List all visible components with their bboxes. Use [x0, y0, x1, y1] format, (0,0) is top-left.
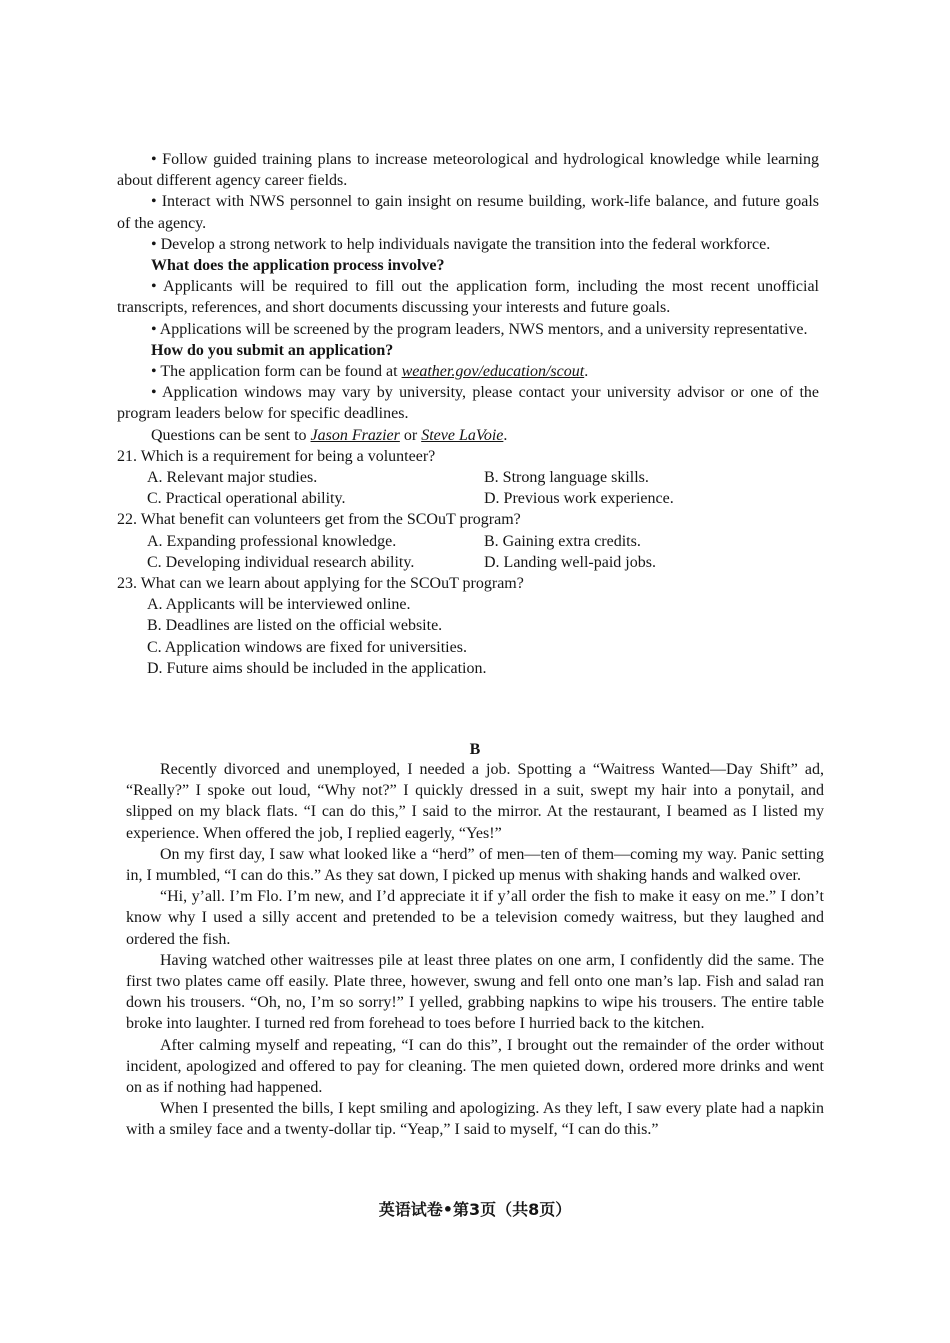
option-a: A. Relevant major studies.: [147, 469, 318, 487]
heading-submit: How do you submit an application?: [151, 341, 394, 359]
bullet-interact: • Interact with NWS personnel to gain insight on resume building, work-life balance, and future goals of the agency.: [117, 193, 819, 232]
option-c: C. Developing individual research ability.: [147, 553, 415, 571]
bullet-network: • Develop a strong network to help individuals navigate the transition into the federal workforce.: [151, 235, 771, 253]
paragraph: On my first day, I saw what looked like a “herd” of men—ten of them—coming my way. Panic setting in, I mumbled, “I can do this.” As they sat down, I picked up menus with shaking hands and walked over.: [126, 845, 824, 885]
options-21: [117, 467, 819, 509]
option-d: D. Previous work experience.: [484, 490, 674, 508]
question-21: 21. Which is a requirement for being a volunteer?: [117, 447, 436, 465]
bullet-training: • Follow guided training plans to increase meteorological and hydrological knowledge while learning about different agency career fields.: [117, 151, 819, 190]
paragraph: “Hi, y’all. I’m Flo. I’m new, and I’d appreciate it if y’all order the fish to make it easy on me.” I don’t know why I used a silly accent and pretended to be a television comedy waitress, but they laughed and ordered the fish.: [126, 888, 824, 948]
option-c: C. Practical operational ability.: [147, 490, 346, 508]
paragraph: Having watched other waitresses pile at least three plates on one arm, I confidently did the same. The first two plates came off easily. Plate three, however, swung and fell onto one man’s lap. Fish and salad ran down his trousers. “Oh, no, I’m so sorry!” I yelled, grabbing napkins to wipe his trousers. The entire table broke into laughter. I turned red from forehead to toes before I hurried back to the kitchen.: [126, 951, 824, 1033]
section-b-title: B: [469, 741, 481, 758]
options-23: [117, 594, 819, 679]
jason-frazier-link[interactable]: Jason Frazier: [310, 426, 400, 444]
bullet-windows: • Application windows may vary by university, please contact your university advisor or one of the program leaders below for specific deadlines.: [117, 384, 819, 423]
option-b: B. Deadlines are listed on the official website.: [147, 617, 443, 635]
bullet-form-location: [117, 361, 819, 382]
questions-contact: [117, 425, 819, 446]
question-23: 23. What can we learn about applying for the SCOuT program?: [117, 575, 524, 593]
option-d: D. Future aims should be included in the application.: [147, 659, 487, 677]
scout-link[interactable]: weather.gov/education/scout: [401, 363, 585, 381]
text: or: [399, 426, 422, 444]
bullet-application-form: • Applicants will be required to fill out the application form, including the most recent unofficial transcripts, references, and short documents discussing your interests and future goals.: [117, 278, 819, 317]
text: • The application form can be found at: [151, 363, 402, 381]
option-c: C. Application windows are fixed for universities.: [147, 638, 467, 656]
passage-b: [126, 741, 824, 1141]
option-a: A. Expanding professional knowledge.: [147, 532, 397, 550]
question-22: 22. What benefit can volunteers get from the SCOuT program?: [117, 511, 521, 529]
text: Questions can be sent to: [151, 426, 311, 444]
page-footer: 英语试卷•第3页（共8页）: [378, 1200, 572, 1219]
paragraph: After calming myself and repeating, “I can do this”, I brought out the remainder of the order without incident, apologized and offered to pay for cleaning. The men quieted down, ordered more drinks and went on as if nothing had happened.: [126, 1036, 824, 1097]
text: .: [503, 426, 508, 444]
option-a: A. Applicants will be interviewed online.: [147, 596, 411, 614]
bullet-screening: • Applications will be screened by the program leaders, NWS mentors, and a university representative.: [151, 320, 808, 338]
text: .: [584, 363, 589, 381]
heading-application-process: What does the application process involve?: [151, 257, 445, 275]
option-b: B. Strong language skills.: [484, 469, 649, 487]
option-b: B. Gaining extra credits.: [484, 532, 641, 550]
options-22: [117, 531, 819, 573]
passage-a-continuation: [117, 149, 819, 679]
paragraph: When I presented the bills, I kept smiling and apologizing. As they left, I saw every plate had a napkin with a smiley face and a twenty-dollar tip. “Yeap,” I said to myself, “I can do this.”: [126, 1100, 824, 1139]
option-d: D. Landing well-paid jobs.: [484, 553, 656, 571]
paragraph: Recently divorced and unemployed, I needed a job. Spotting a “Waitress Wanted—Day Shift” ad, “Really?” I spoke out loud, “Why not?” I quickly dressed in a suit, swept my hair into a ponytail, and slipped on my black flats. “I can do this,” I said to the mirror. At the restaurant, I beamed as I listed my experience. When offered the job, I replied eagerly, “Yes!”: [126, 761, 824, 842]
steve-lavoie-link[interactable]: Steve LaVoie: [421, 426, 504, 444]
